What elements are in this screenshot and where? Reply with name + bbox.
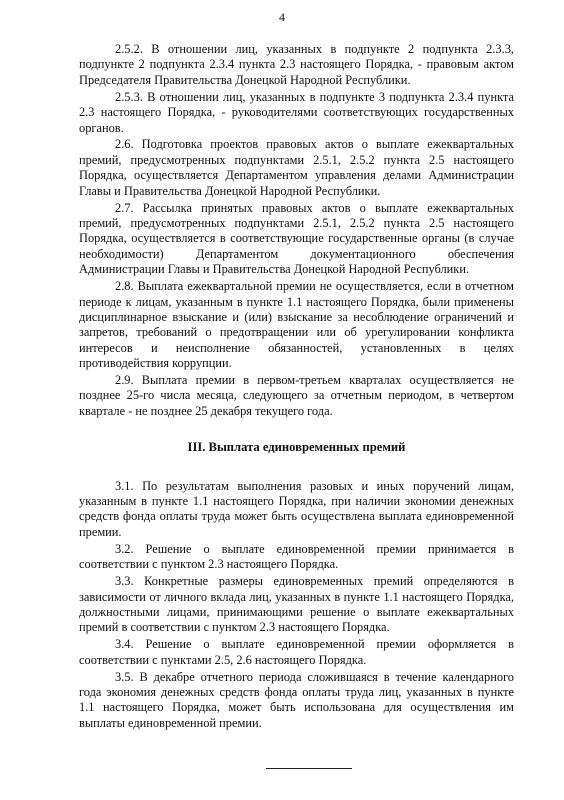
paragraph-3-1: 3.1. По результатам выполнения разовых и иных поручений лицам, указанным в пункте 1.1 настоящего Порядка, при наличии экономии денежных средств фонда оплаты труда может быть осуществлена выплата единовременной премии.: [79, 478, 514, 539]
page-number: 4: [279, 10, 285, 24]
paragraph-3-2: 3.2. Решение о выплате единовременной премии принимается в соответствии с пунктом 2.3 настоящего Порядка.: [79, 541, 514, 572]
section-heading: III. Выплата единовременных премий: [187, 440, 406, 455]
paragraph-2-9: 2.9. Выплата премии в первом-третьем кварталах осуществляется не позднее 25-го числа месяца, следующего за отчетным периодом, в четвертом квартале - не позднее 25 декабря текущего года.: [79, 373, 514, 418]
paragraph-2-7: 2.7. Рассылка принятых правовых актов о выплате ежеквартальных премий, предусмотренных подпунктами 2.5.1, 2.5.2 пункта 2.5 настоящего Порядка, осуществляется в соответствующие государственные органы (в случае необходимости) Департаментом документационного обеспечения Администрации Главы и Правительства Донецкой Народной Республики.: [79, 200, 514, 277]
paragraph-3-5: 3.5. В декабре отчетного периода сложившаяся в течение календарного года экономия денежных средств фонда оплаты труда лиц, указанных в пункте 1.1 настоящего Порядка, может быть использована для осуществления им выплаты единовременной премии.: [79, 669, 514, 730]
paragraph-2-6: 2.6. Подготовка проектов правовых актов о выплате ежеквартальных премий, предусмотренных подпунктами 2.5.1, 2.5.2 пункта 2.5 настоящего Порядка, осуществляется Департаментом управления делами Администрации Главы и Правительства Донецкой Народной Республики.: [79, 137, 514, 198]
paragraph-2-5-3: 2.5.3. В отношении лиц, указанных в подпункте 3 подпункта 2.3.4 пункта 2.3 настоящего Порядка, - руководителями соответствующих государственных органов.: [79, 89, 514, 135]
document-body: [79, 42, 514, 733]
paragraph-3-3: 3.3. Конкретные размеры единовременных премий определяются в зависимости от личного вклада лиц, указанных в пункте 1.1 настоящего Порядка, должностными лицами, принимающими решение о выплате ежеквартальных премий в соответствии с пунктом 2.3 настоящего Порядка.: [79, 574, 514, 635]
paragraph-2-8: 2.8. Выплата ежеквартальной премии не осуществляется, если в отчетном периоде к лицам, указанным в пункте 1.1 настоящего Порядка, были применены дисциплинарное взыскание и (или) взыскание за несоблюдение ограничений и запретов, требований о предотвращении или об урегулировании конфликта интересов и неисполнение обязанностей, установленных в целях противодействия коррупции.: [79, 279, 514, 371]
end-divider-line: [266, 768, 352, 769]
paragraph-3-4: 3.4. Решение о выплате единовременной премии оформляется в соответствии с пунктами 2.5, 2.6 настоящего Порядка.: [79, 637, 514, 667]
paragraph-2-5-2: 2.5.2. В отношении лиц, указанных в подпункте 2 подпункта 2.3.3, подпункте 2 подпункта 2.3.4 пункта 2.3 настоящего Порядка, - правовым актом Председателя Правительства Донецкой Народной Республики.: [79, 42, 514, 87]
